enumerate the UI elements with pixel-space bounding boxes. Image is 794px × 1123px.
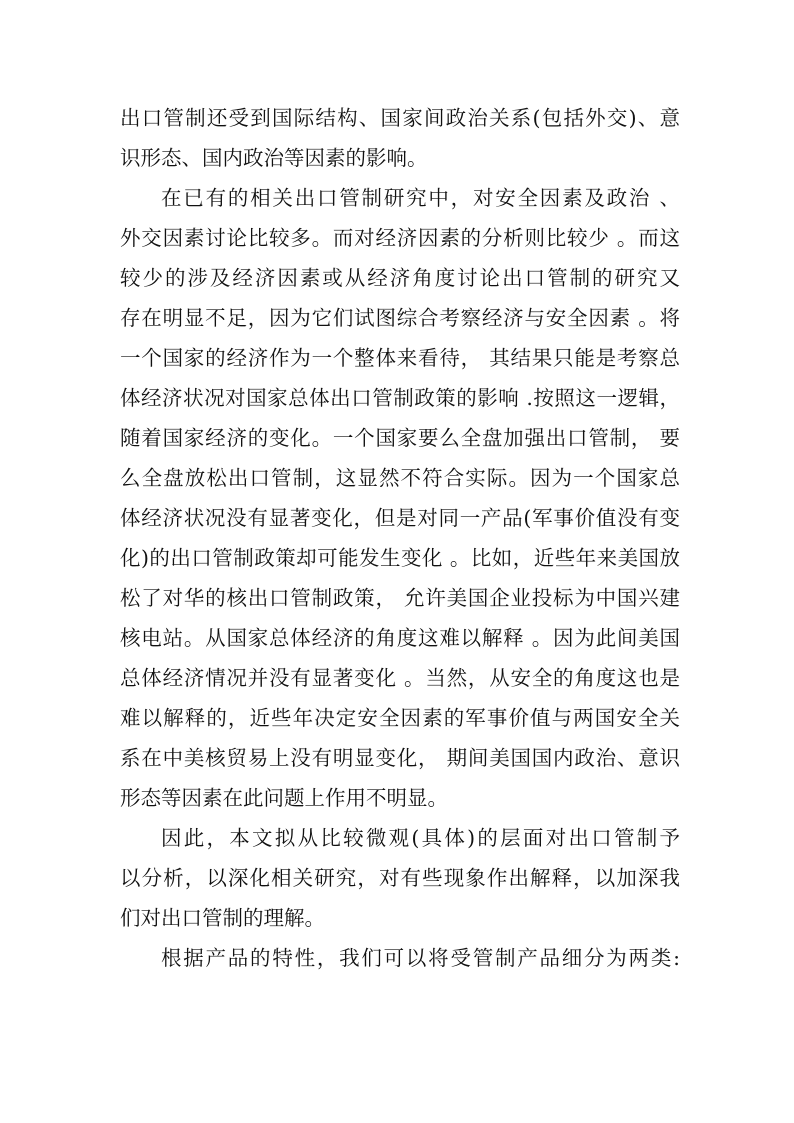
text-line: 系在中美核贸易上没有明显变化， 期间美国国内政治、意识 [120, 746, 680, 770]
text-line: 存在明显不足，因为它们试图综合考察经济与安全因素 。将 [120, 306, 680, 330]
paragraph-3 [120, 818, 680, 938]
text-line: 外交因素讨论比较多。而对经济因素的分析则比较少 。而这 [120, 226, 680, 250]
text-line: 总体经济情况并没有显著变化 。当然，从安全的角度这也是 [120, 666, 680, 690]
paragraph-2 [120, 178, 680, 818]
text-line: 出口管制还受到国际结构、国家间政治关系(包括外交)、意 [120, 106, 680, 130]
text-line: 随着国家经济的变化。一个国家要么全盘加强出口管制， 要 [120, 426, 680, 450]
text-line: 体经济状况对国家总体出口管制政策的影响 .按照这一逻辑， [120, 386, 680, 410]
text-line: 体经济状况没有显著变化，但是对同一产品(军事价值没有变 [120, 506, 680, 530]
text-line: 么全盘放松出口管制，这显然不符合实际。因为一个国家总 [120, 466, 680, 490]
text-line: 以分析，以深化相关研究，对有些现象作出解释，以加深我 [120, 866, 680, 890]
text-line: 化)的出口管制政策却可能发生变化 。比如，近些年来美国放 [120, 546, 680, 570]
text-line: 难以解释的，近些年决定安全因素的军事价值与两国安全关 [120, 706, 680, 730]
text-line: 识形态、国内政治等因素的影响。 [120, 146, 428, 170]
text-line: 较少的涉及经济因素或从经济角度讨论出口管制的研究又 [120, 266, 680, 290]
text-line: 一个国家的经济作为一个整体来看待， 其结果只能是考察总 [120, 346, 680, 370]
paragraph-4 [120, 938, 680, 978]
text-line: 松了对华的核出口管制政策， 允许美国企业投标为中国兴建 [120, 586, 680, 610]
text-line: 在已有的相关出口管制研究中，对安全因素及政治 、 [161, 186, 680, 210]
text-line: 形态等因素在此问题上作用不明显。 [120, 786, 448, 810]
text-line: 根据产品的特性，我们可以将受管制产品细分为两类: [161, 946, 680, 970]
text-line: 因此，本文拟从比较微观(具体)的层面对出口管制予 [161, 826, 680, 850]
document-body [120, 98, 680, 978]
text-line: 核电站。从国家总体经济的角度这难以解释 。因为此间美国 [120, 626, 680, 650]
text-line: 们对出口管制的理解。 [120, 906, 325, 930]
paragraph-1 [120, 98, 680, 178]
